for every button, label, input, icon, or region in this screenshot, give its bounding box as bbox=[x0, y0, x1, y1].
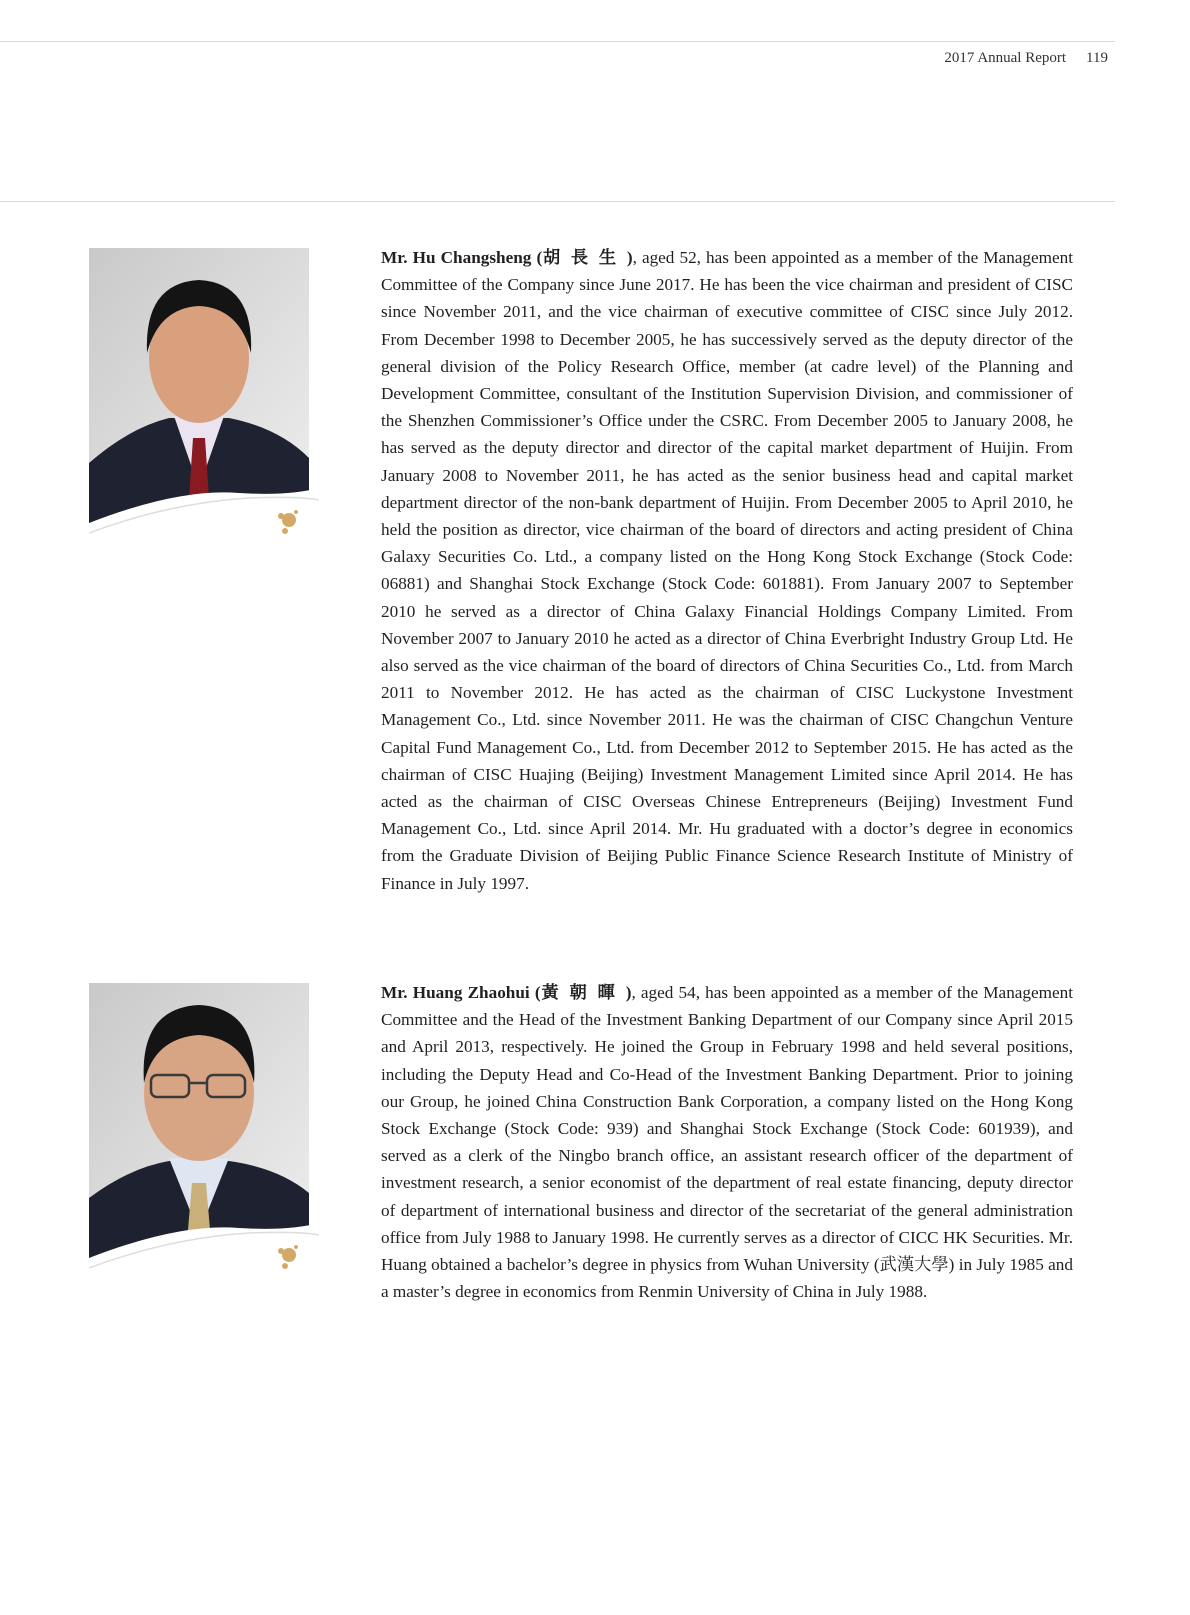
bio-text: , aged 52, has been appointed as a member of the Management Committee of the Company since June 2017. He has been the vice chairman and president of CISC since November 2011, and the vice chairman of executive committee of CISC since July 2012. From December 1998 to December 2005, he has successively served as the deputy director of the general division of the Policy Research Office, member (at cadre level) of the Planning and Development Committee, consultant of the Institution Supervision Division, and commissioner of the Shenzhen Commissioner’s Office under the CSRC. From December 2005 to January 2008, he has served as the deputy director and director of the capital market department of Huijin. From January 2008 to November 2011, he has acted as the senior business head and capital market department director of the non-bank department of Huijin. From December 2005 to April 2010, he held the position as director, vice chairman of the board of directors and acting president of China Galaxy Securities Co. Ltd., a company listed on the Hong Kong Stock Exchange (Stock Code: 06881) and Shanghai Stock Exchange (Stock Code: 601881). From January 2007 to September 2010 he served as a director of China Galaxy Financial Holdings Company Limited. From November 2007 to January 2010 he acted as a director of China Everbright Industry Group Ltd. He also served as the vice chairman of the board of directors of China Securities Co., Ltd. from March 2011 to November 2012. He has acted as the chairman of CISC Luckystone Investment Management Co., Ltd. since November 2011. He was the chairman of CISC Changchun Venture Capital Fund Management Co., Ltd. from December 2012 to September 2015. He has acted as the chairman of CISC Huajing (Beijing) Investment Management Limited since April 2014. He has acted as the chairman of CISC Overseas Chinese Entrepreneurs (Beijing) Investment Fund Management Co., Ltd. since April 2014. Mr. Hu graduated with a doctor’s degree in economics from the Graduate Division of Beijing Public Finance Science Research Institute of Ministry of Finance in July 1997. bbox=[381, 248, 1074, 893]
section-rule bbox=[0, 201, 1115, 202]
bio-hu-changsheng: Mr. Hu Changsheng (胡長生), aged 52, has been appointed as a member of the Management Committee of the Company since June 2017. He has been the vice chairman and president of CISC since November 2011, and the vice chairman of executive committee of CISC since July 2012. From December 1998 to December 2005, he has successively served as the deputy director of the general division of the Policy Research Office, member (at cadre level) of the Planning and Development Committee, consultant of the Institution Supervision Division, and commissioner of the Shenzhen Commissioner’s Office under the CSRC. From December 2005 to January 2008, he has served as the deputy director and director of the capital market department of Huijin. From January 2008 to November 2011, he has acted as the senior business head and capital market department director of the non-bank department of Huijin. From December 2005 to April 2010, he held the position as director, vice chairman of the board of directors and acting president of China Galaxy Securities Co. Ltd., a company listed on the Hong Kong Stock Exchange (Stock Code: 06881) and Shanghai Stock Exchange (Stock Code: 601881). From January 2007 to September 2010 he served as a director of China Galaxy Financial Holdings Company Limited. From November 2007 to January 2010 he acted as a director of China Everbright Industry Group Ltd. He also served as the vice chairman of the board of directors of China Securities Co., Ltd. from March 2011 to November 2012. He has acted as the chairman of CISC Luckystone Investment Management Co., Ltd. since November 2011. He was the chairman of CISC Changchun Venture Capital Fund Management Co., Ltd. from December 2012 to September 2015. He has acted as the chairman of CISC Huajing (Beijing) Investment Management Limited since April 2014. He has acted as the chairman of CISC Overseas Chinese Entrepreneurs (Beijing) Investment Fund Management Co., Ltd. since April 2014. Mr. Hu graduated with a doctor’s degree in economics from the Graduate Division of Beijing Public Finance Science Research Institute of Ministry of Finance in July 1997. bbox=[381, 248, 1074, 893]
report-title: 2017 Annual Report bbox=[944, 50, 1067, 66]
top-rule bbox=[0, 41, 1115, 42]
person-name: Mr. Hu Changsheng bbox=[381, 248, 532, 267]
bio-huang-zhaohui: Mr. Huang Zhaohui (黃朝暉), aged 54, has been appointed as a member of the Management Committee and the Head of the Investment Banking Department of our Company since April 2015 and April 2013, respectively. He joined the Group in February 1998 and held several positions, including the Deputy Head and Co-Head of the Investment Banking Department. Prior to joining our Group, he joined China Construction Bank Corporation, a company listed on the Hong Kong Stock Exchange (Stock Code: 939) and Shanghai Stock Exchange (Stock Code: 601939), and served as a clerk of the Ningbo branch office, an assistant research officer of the department of investment research, a senior economist of the department of real estate financing, deputy director of department of international business and director of the secretariat of the general administration office from July 1988 to January 1998. He currently serves as a director of CICC HK Securities. Mr. Huang obtained a bachelor’s degree in physics from Wuhan University (武漢大學) in July 1985 and a master’s degree in economics from Renmin University of China in July 1988. bbox=[381, 983, 1074, 1302]
running-header bbox=[944, 50, 1108, 67]
portrait-photo-huang-zhaohui bbox=[89, 983, 319, 1283]
page-number: 119 bbox=[1086, 50, 1108, 66]
portrait-photo-hu-changsheng bbox=[89, 248, 319, 548]
chinese-name: 黃朝暉 bbox=[540, 983, 626, 1002]
person-name: Mr. Huang Zhaohui bbox=[381, 983, 530, 1002]
bio-text: , aged 54, has been appointed as a member of the Management Committee and the Head of the Investment Banking Department of our Company since April 2015 and April 2013, respectively. He joined the Group in February 1998 and held several positions, including the Deputy Head and Co-Head of the Investment Banking Department. Prior to joining our Group, he joined China Construction Bank Corporation, a company listed on the Hong Kong Stock Exchange (Stock Code: 939) and Shanghai Stock Exchange (Stock Code: 601939), and served as a clerk of the Ningbo branch office, an assistant research officer of the department of investment research, a senior economist of the department of real estate financing, deputy director of department of international business and director of the secretariat of the general administration office from July 1988 to January 1998. He currently serves as a director of CICC HK Securities. Mr. Huang obtained a bachelor’s degree in physics from Wuhan University (武漢大學) in July 1985 and a master’s degree in economics from Renmin University of China in July 1988. bbox=[381, 983, 1074, 1302]
chinese-name: 胡長生 bbox=[542, 248, 627, 267]
